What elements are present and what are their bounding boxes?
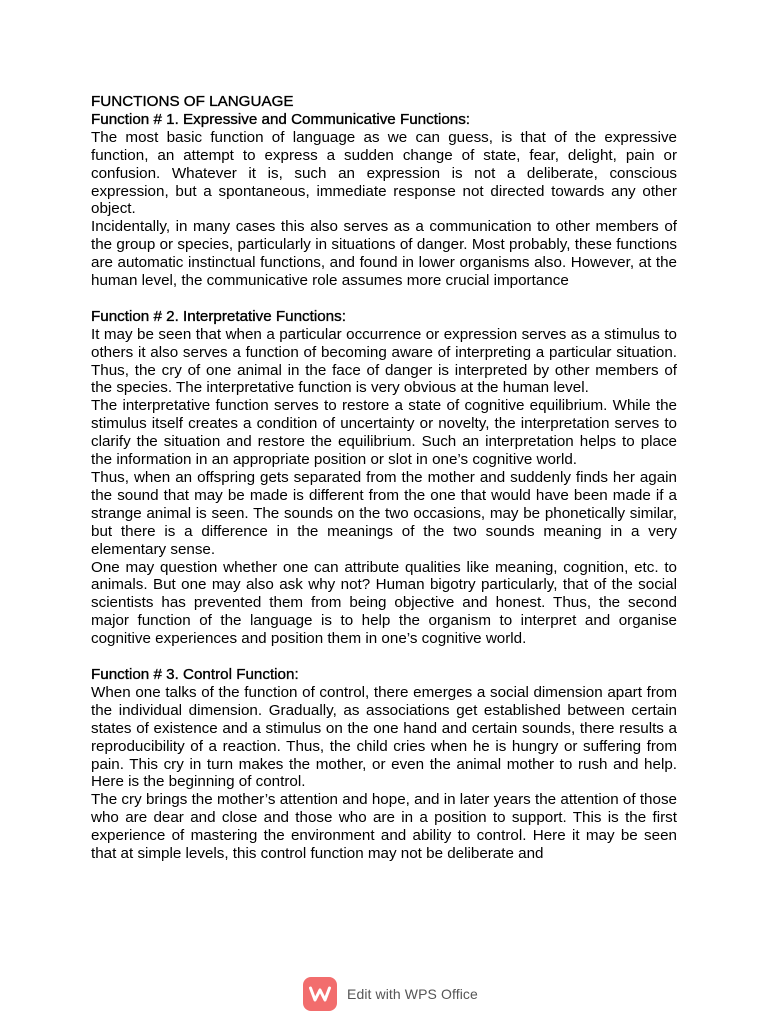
section-1-paragraph-1: The most basic function of language as we can guess, is that of the expressive function, an attempt to express a sudden change of state, fear, delight, pain or confusion. Whatever it is, such an expression is not a deliberate, conscious expression, but a spontaneous, immediate response not directed towards any other object. — [91, 128, 677, 218]
section-3-paragraph-1: When one talks of the function of control, there emerges a social dimension apart from the individual dimension. Gradually, as associations get established between certain states of existence and a stimulus on the one hand and certain sounds, there results a reproducibility of a reaction. Thus, the child cries when he is hungry or suffering from pain. This cry in turn makes the mother, or even the animal mother to rush and help. Here is the beginning of control. — [91, 683, 677, 791]
wps-edit-banner[interactable] — [303, 976, 478, 1012]
document-title: FUNCTIONS OF LANGUAGE — [91, 93, 294, 110]
section-2-heading: Function # 2. Interpretative Functions: — [91, 307, 346, 325]
paragraph-gap — [91, 290, 677, 308]
section-2-paragraph-2: The interpretative function serves to restore a state of cognitive equilibrium. While the stimulus itself creates a condition of uncertainty or novelty, the interpretation serves to clarify the situation and restore the equilibrium. Such an interpretation helps to place the information in an appropriate position or slot in one’s cognitive world. — [91, 397, 677, 469]
section-2-paragraph-1: It may be seen that when a particular occurrence or expression serves as a stimulus to others it also serves a function of becoming aware of interpreting a particular situation. Thus, the cry of one animal in the face of danger is interpreted by other members of the species. The interpretative function is very obvious at the human level. — [91, 325, 677, 397]
section-3-paragraph-2: The cry brings the mother’s attention and hope, and in later years the attention of those who are dear and close and those who are in a position to support. This is the first experience of mastering the environment and ability to control. Here it may be seen that at simple levels, this control function may not be deliberate and — [91, 791, 677, 863]
section-2-paragraph-3: Thus, when an offspring gets separated from the mother and suddenly finds her again the sound that may be made is different from the one that would have been made if a strange animal is seen. The sounds on the two occasions, may be phonetically similar, but there is a difference in the meanings of the two sounds meaning in a very elementary sense. — [91, 469, 677, 558]
section-1-paragraph-2: Incidentally, in many cases this also serves as a communication to other members of the group or species, particularly in situations of danger. Most probably, these functions are automatic instinctual functions, and found in lower organisms also. However, at the human level, the communicative role assumes more crucial importance — [91, 218, 677, 290]
section-3-heading: Function # 3. Control Function: — [91, 665, 299, 683]
wps-edit-label[interactable]: Edit with WPS Office — [347, 986, 478, 1002]
paragraph-gap — [91, 648, 677, 666]
section-2-paragraph-4: One may question whether one can attribute qualities like meaning, cognition, etc. to animals. But one may also ask why not? Human bigotry particularly, that of the social scientists has prevented them from being objective and honest. Thus, the second major function of the language is to help the organism to interpret and organise cognitive experiences and position them in one’s cognitive world. — [91, 558, 677, 648]
wps-w-glyph-icon — [309, 986, 331, 1002]
document-page — [91, 93, 677, 863]
wps-office-logo-icon — [303, 977, 337, 1011]
section-1-heading: Function # 1. Expressive and Communicative Functions: — [91, 110, 471, 128]
